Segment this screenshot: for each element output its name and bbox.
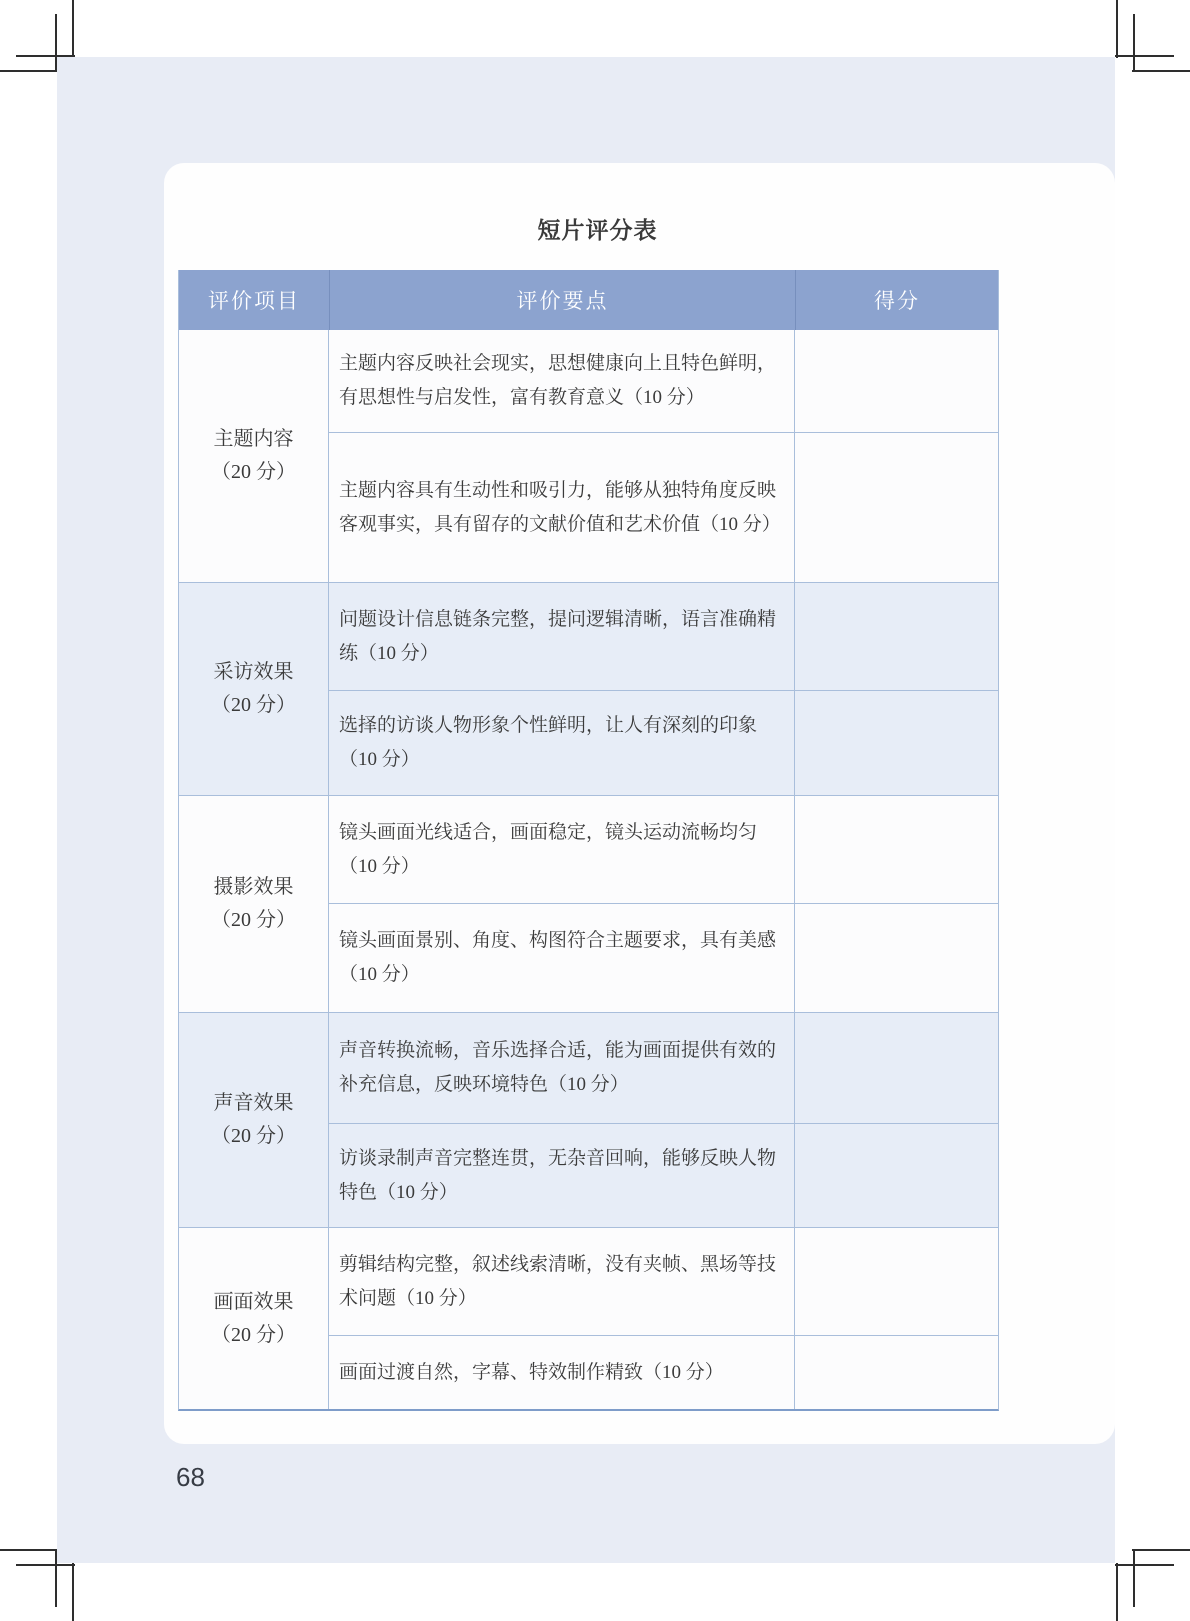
header-score: 得分 [795, 270, 998, 330]
table-title: 短片评分表 [537, 217, 658, 243]
score-cell [795, 795, 998, 903]
category-points: （20 分） [211, 909, 296, 931]
score-cell [795, 330, 998, 432]
criteria-cell: 镜头画面光线适合，画面稳定，镜头运动流畅均匀（10 分） [329, 795, 795, 903]
category-points: （20 分） [211, 1323, 296, 1346]
category-points: （20 分） [211, 461, 296, 483]
page-number: 68 [176, 1462, 205, 1492]
crop-mark [1133, 14, 1135, 72]
score-cell [795, 903, 998, 1012]
crop-mark [1116, 0, 1118, 58]
criteria-cell: 问题设计信息链条完整，提问逻辑清晰，语言准确精练（10 分） [329, 582, 795, 690]
criteria-cell: 访谈录制声音完整连贯，无杂音回响，能够反映人物特色（10 分） [329, 1123, 795, 1227]
crop-mark [1133, 1549, 1135, 1607]
category-cell [179, 1227, 329, 1409]
criteria-cell: 选择的访谈人物形象个性鲜明，让人有深刻的印象（10 分） [329, 690, 795, 795]
crop-mark [0, 1549, 58, 1551]
crop-mark [1132, 70, 1190, 72]
category-cell [179, 582, 329, 795]
score-cell [795, 690, 998, 795]
score-cell [795, 432, 998, 582]
category-cell [179, 1012, 329, 1227]
category-label: 画面效果 [213, 1290, 294, 1313]
criteria-cell: 剪辑结构完整，叙述线索清晰，没有夹帧、黑场等技术问题（10 分） [329, 1227, 795, 1335]
crop-mark [1132, 1549, 1190, 1551]
score-cell [795, 582, 998, 690]
category-label: 摄影效果 [213, 876, 294, 898]
category-cell [179, 795, 329, 1012]
category-points: （20 分） [211, 694, 296, 716]
category-points: （20 分） [211, 1125, 296, 1147]
criteria-cell: 画面过渡自然，字幕、特效制作精致（10 分） [329, 1335, 795, 1409]
crop-mark [72, 0, 74, 58]
score-cell [795, 1335, 998, 1409]
crop-mark [72, 1563, 74, 1621]
header-evaluation-points: 评价要点 [329, 270, 795, 330]
category-cell [179, 330, 329, 582]
score-cell [795, 1123, 998, 1227]
criteria-cell: 声音转换流畅，音乐选择合适，能为画面提供有效的补充信息，反映环境特色（10 分） [329, 1012, 795, 1123]
category-label: 采访效果 [213, 661, 294, 683]
criteria-cell: 主题内容反映社会现实，思想健康向上且特色鲜明，有思想性与启发性，富有教育意义（10 分） [329, 330, 795, 432]
criteria-cell: 主题内容具有生动性和吸引力，能够从独特角度反映客观事实，具有留存的文献价值和艺术价值（10 分） [329, 432, 795, 582]
score-cell [795, 1012, 998, 1123]
score-cell [795, 1227, 998, 1335]
header-evaluation-item: 评价项目 [179, 270, 329, 330]
crop-mark [1115, 1564, 1174, 1566]
category-label: 声音效果 [213, 1092, 294, 1114]
crop-mark [1116, 1563, 1118, 1621]
crop-mark [1115, 55, 1174, 57]
criteria-cell: 镜头画面景别、角度、构图符合主题要求，具有美感（10 分） [329, 903, 795, 1012]
scoring-table [178, 270, 999, 1411]
crop-mark [16, 1564, 75, 1566]
category-label: 主题内容 [213, 428, 294, 450]
crop-mark [0, 70, 58, 72]
